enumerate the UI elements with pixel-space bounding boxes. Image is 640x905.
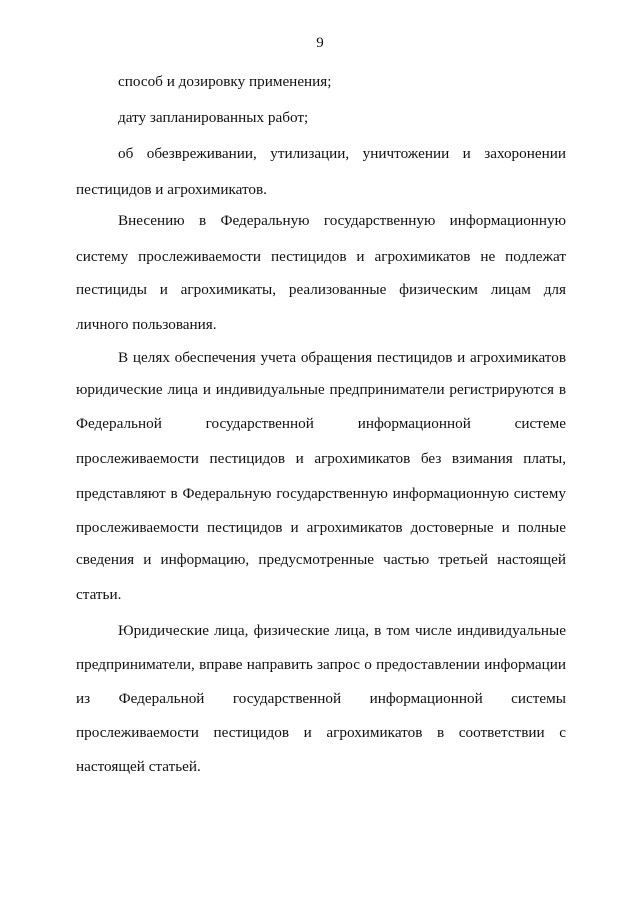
paragraph-line: пестицидов и агрохимикатов. <box>76 181 267 198</box>
paragraph-line: Внесению в Федеральную государственную информационную <box>118 212 566 229</box>
paragraph-line: статьи. <box>76 586 122 603</box>
paragraph-line: юридические лица и индивидуальные предприниматели регистрируются в <box>76 381 566 398</box>
paragraph-line: дату запланированных работ; <box>118 109 309 126</box>
paragraph-line: Федеральной государственной информационной системе <box>76 415 566 432</box>
paragraph-line: систему прослеживаемости пестицидов и агрохимикатов не подлежат <box>76 248 566 265</box>
paragraph-line: пестициды и агрохимикаты, реализованные физическим лицам для <box>76 281 566 298</box>
paragraph-line: способ и дозировку применения; <box>118 73 332 90</box>
paragraph-line: Юридические лица, физические лица, в том числе индивидуальные <box>118 622 566 639</box>
paragraph-line: об обезвреживании, утилизации, уничтожении и захоронении <box>118 145 566 162</box>
paragraph-line: В целях обеспечения учета обращения пестицидов и агрохимикатов <box>118 349 566 366</box>
paragraph-line: прослеживаемости пестицидов и агрохимикатов без взимания платы, <box>76 450 566 467</box>
paragraph-line: личного пользования. <box>76 316 217 333</box>
page-number: 9 <box>316 35 324 51</box>
paragraph-line: настоящей статьей. <box>76 758 201 775</box>
paragraph-line: прослеживаемости пестицидов и агрохимикатов в соответствии с <box>76 724 566 741</box>
paragraph-line: прослеживаемости пестицидов и агрохимикатов достоверные и полные <box>76 519 566 536</box>
paragraph-line: сведения и информацию, предусмотренные частью третьей настоящей <box>76 551 566 568</box>
paragraph-line: из Федеральной государственной информационной системы <box>76 690 566 707</box>
paragraph-line: предприниматели, вправе направить запрос о предоставлении информации <box>76 656 566 673</box>
paragraph-line: представляют в Федеральную государственную информационную систему <box>76 485 566 502</box>
